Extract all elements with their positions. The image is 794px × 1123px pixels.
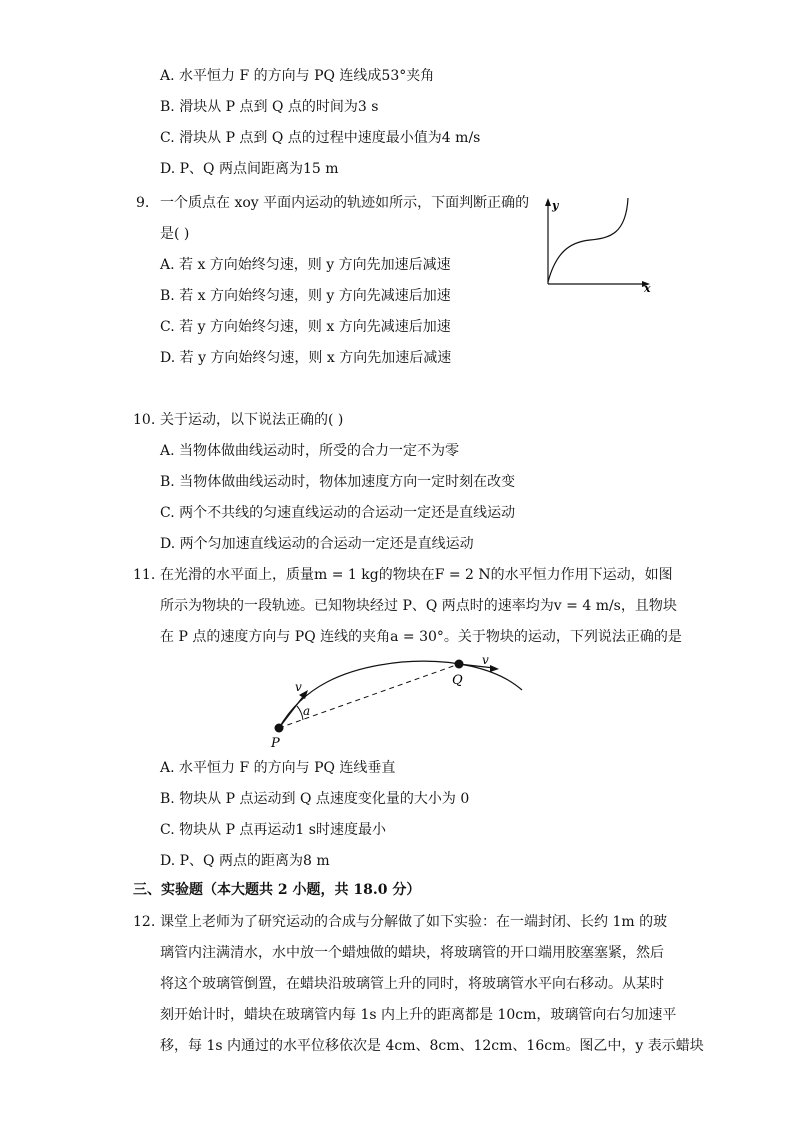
q11-point-q xyxy=(455,660,464,669)
q10-option-a: A. 当物体做曲线运动时，所受的合力一定不为零 xyxy=(160,443,460,459)
q9-y-arrowhead xyxy=(545,198,551,206)
q9-option-b: B. 若 x 方向始终匀速，则 y 方向先减速后加速 xyxy=(160,288,451,304)
q10-number: 10. xyxy=(133,412,156,428)
q9-trajectory-curve xyxy=(548,198,628,282)
q8-option-a: A. 水平恒力 F 的方向与 PQ 连线成53°夹角 xyxy=(160,68,435,84)
q11-option-b: B. 物块从 P 点运动到 Q 点速度变化量的大小为 0 xyxy=(160,791,470,807)
section-3-heading: 三、实验题（本大题共 2 小题，共 18.0 分） xyxy=(133,882,421,898)
q9-stem-line1: 一个质点在 xoy 平面内运动的轨迹如所示，下面判断正确的 xyxy=(160,195,530,211)
q11-label-angle: a xyxy=(303,704,311,718)
q9-option-c: C. 若 y 方向始终匀速，则 x 方向先减速后加速 xyxy=(160,319,451,335)
q10-stem: 关于运动，以下说法正确的( ) xyxy=(160,412,344,428)
q10-option-d: D. 两个匀加速直线运动的合运动一定还是直线运动 xyxy=(160,536,474,552)
q8-option-d: D. P、Q 两点间距离为15 m xyxy=(160,161,339,177)
q9-number: 9. xyxy=(136,195,150,211)
q11-stem-line1: 在光滑的水平面上，质量m = 1 kg的物块在F = 2 N的水平恒力作用下运动，如图 xyxy=(160,567,673,583)
q9-option-a: A. 若 x 方向始终匀速，则 y 方向先加速后减速 xyxy=(160,257,451,273)
q11-point-p xyxy=(275,724,284,733)
q12-line-1: 课堂上老师为了研究运动的合成与分解做了如下实验：在一端封闭、长约 1m 的玻 xyxy=(160,914,668,930)
q8-option-c: C. 滑块从 P 点到 Q 点的过程中速度最小值为4 m/s xyxy=(160,130,481,146)
q11-label-v-p: v xyxy=(295,680,302,694)
q11-label-v-q: v xyxy=(482,653,489,667)
q12-line-3: 将这个玻璃管倒置，在蜡块沿玻璃管上升的同时，将玻璃管水平向右移动。从某时 xyxy=(160,976,664,992)
q11-number: 11. xyxy=(133,567,156,583)
q12-line-5: 移，每 1s 内通过的水平位移依次是 4cm、8cm、12cm、16cm。图乙中，y 表示蜡块 xyxy=(160,1038,704,1054)
q10-option-c: C. 两个不共线的匀速直线运动的合运动一定还是直线运动 xyxy=(160,505,516,521)
q9-trajectory-figure xyxy=(538,192,658,296)
q8-option-b: B. 滑块从 P 点到 Q 点的时间为3 s xyxy=(160,99,379,115)
q11-option-c: C. 物块从 P 点再运动1 s时速度最小 xyxy=(160,822,386,838)
q11-stem-line2: 所示为物块的一段轨迹。已知物块经过 P、Q 两点时的速率均为v = 4 m/s，且物块 xyxy=(160,598,677,614)
q9-stem-line2: 是( ) xyxy=(160,226,190,242)
q11-trajectory-figure xyxy=(262,648,532,752)
q11-option-a: A. 水平恒力 F 的方向与 PQ 连线垂直 xyxy=(160,760,396,776)
q11-velocity-arrowhead-q xyxy=(490,665,499,672)
q12-line-2: 璃管内注满清水，水中放一个蜡烛做的蜡块，将玻璃管的开口端用胶塞塞紧，然后 xyxy=(160,945,664,961)
q9-axis-label-y: y xyxy=(552,199,559,212)
q12-number: 12. xyxy=(133,914,156,930)
q9-option-d: D. 若 y 方向始终匀速，则 x 方向先加速后减速 xyxy=(160,350,452,366)
q12-line-4: 刻开始计时，蜡块在玻璃管内每 1s 内上升的距离都是 10cm，玻璃管向右匀加速平 xyxy=(160,1007,677,1023)
q11-option-d: D. P、Q 两点的距离为8 m xyxy=(160,853,330,869)
q9-axis-label-x: x xyxy=(644,282,651,295)
q11-curve xyxy=(279,661,522,728)
q11-label-q: Q xyxy=(452,673,463,688)
q10-option-b: B. 当物体做曲线运动时，物体加速度方向一定时刻在改变 xyxy=(160,474,516,490)
q11-stem-line3: 在 P 点的速度方向与 PQ 连线的夹角a = 30°。关于物块的运动，下列说法正确的是 xyxy=(160,629,682,645)
q11-label-p: P xyxy=(271,736,280,751)
